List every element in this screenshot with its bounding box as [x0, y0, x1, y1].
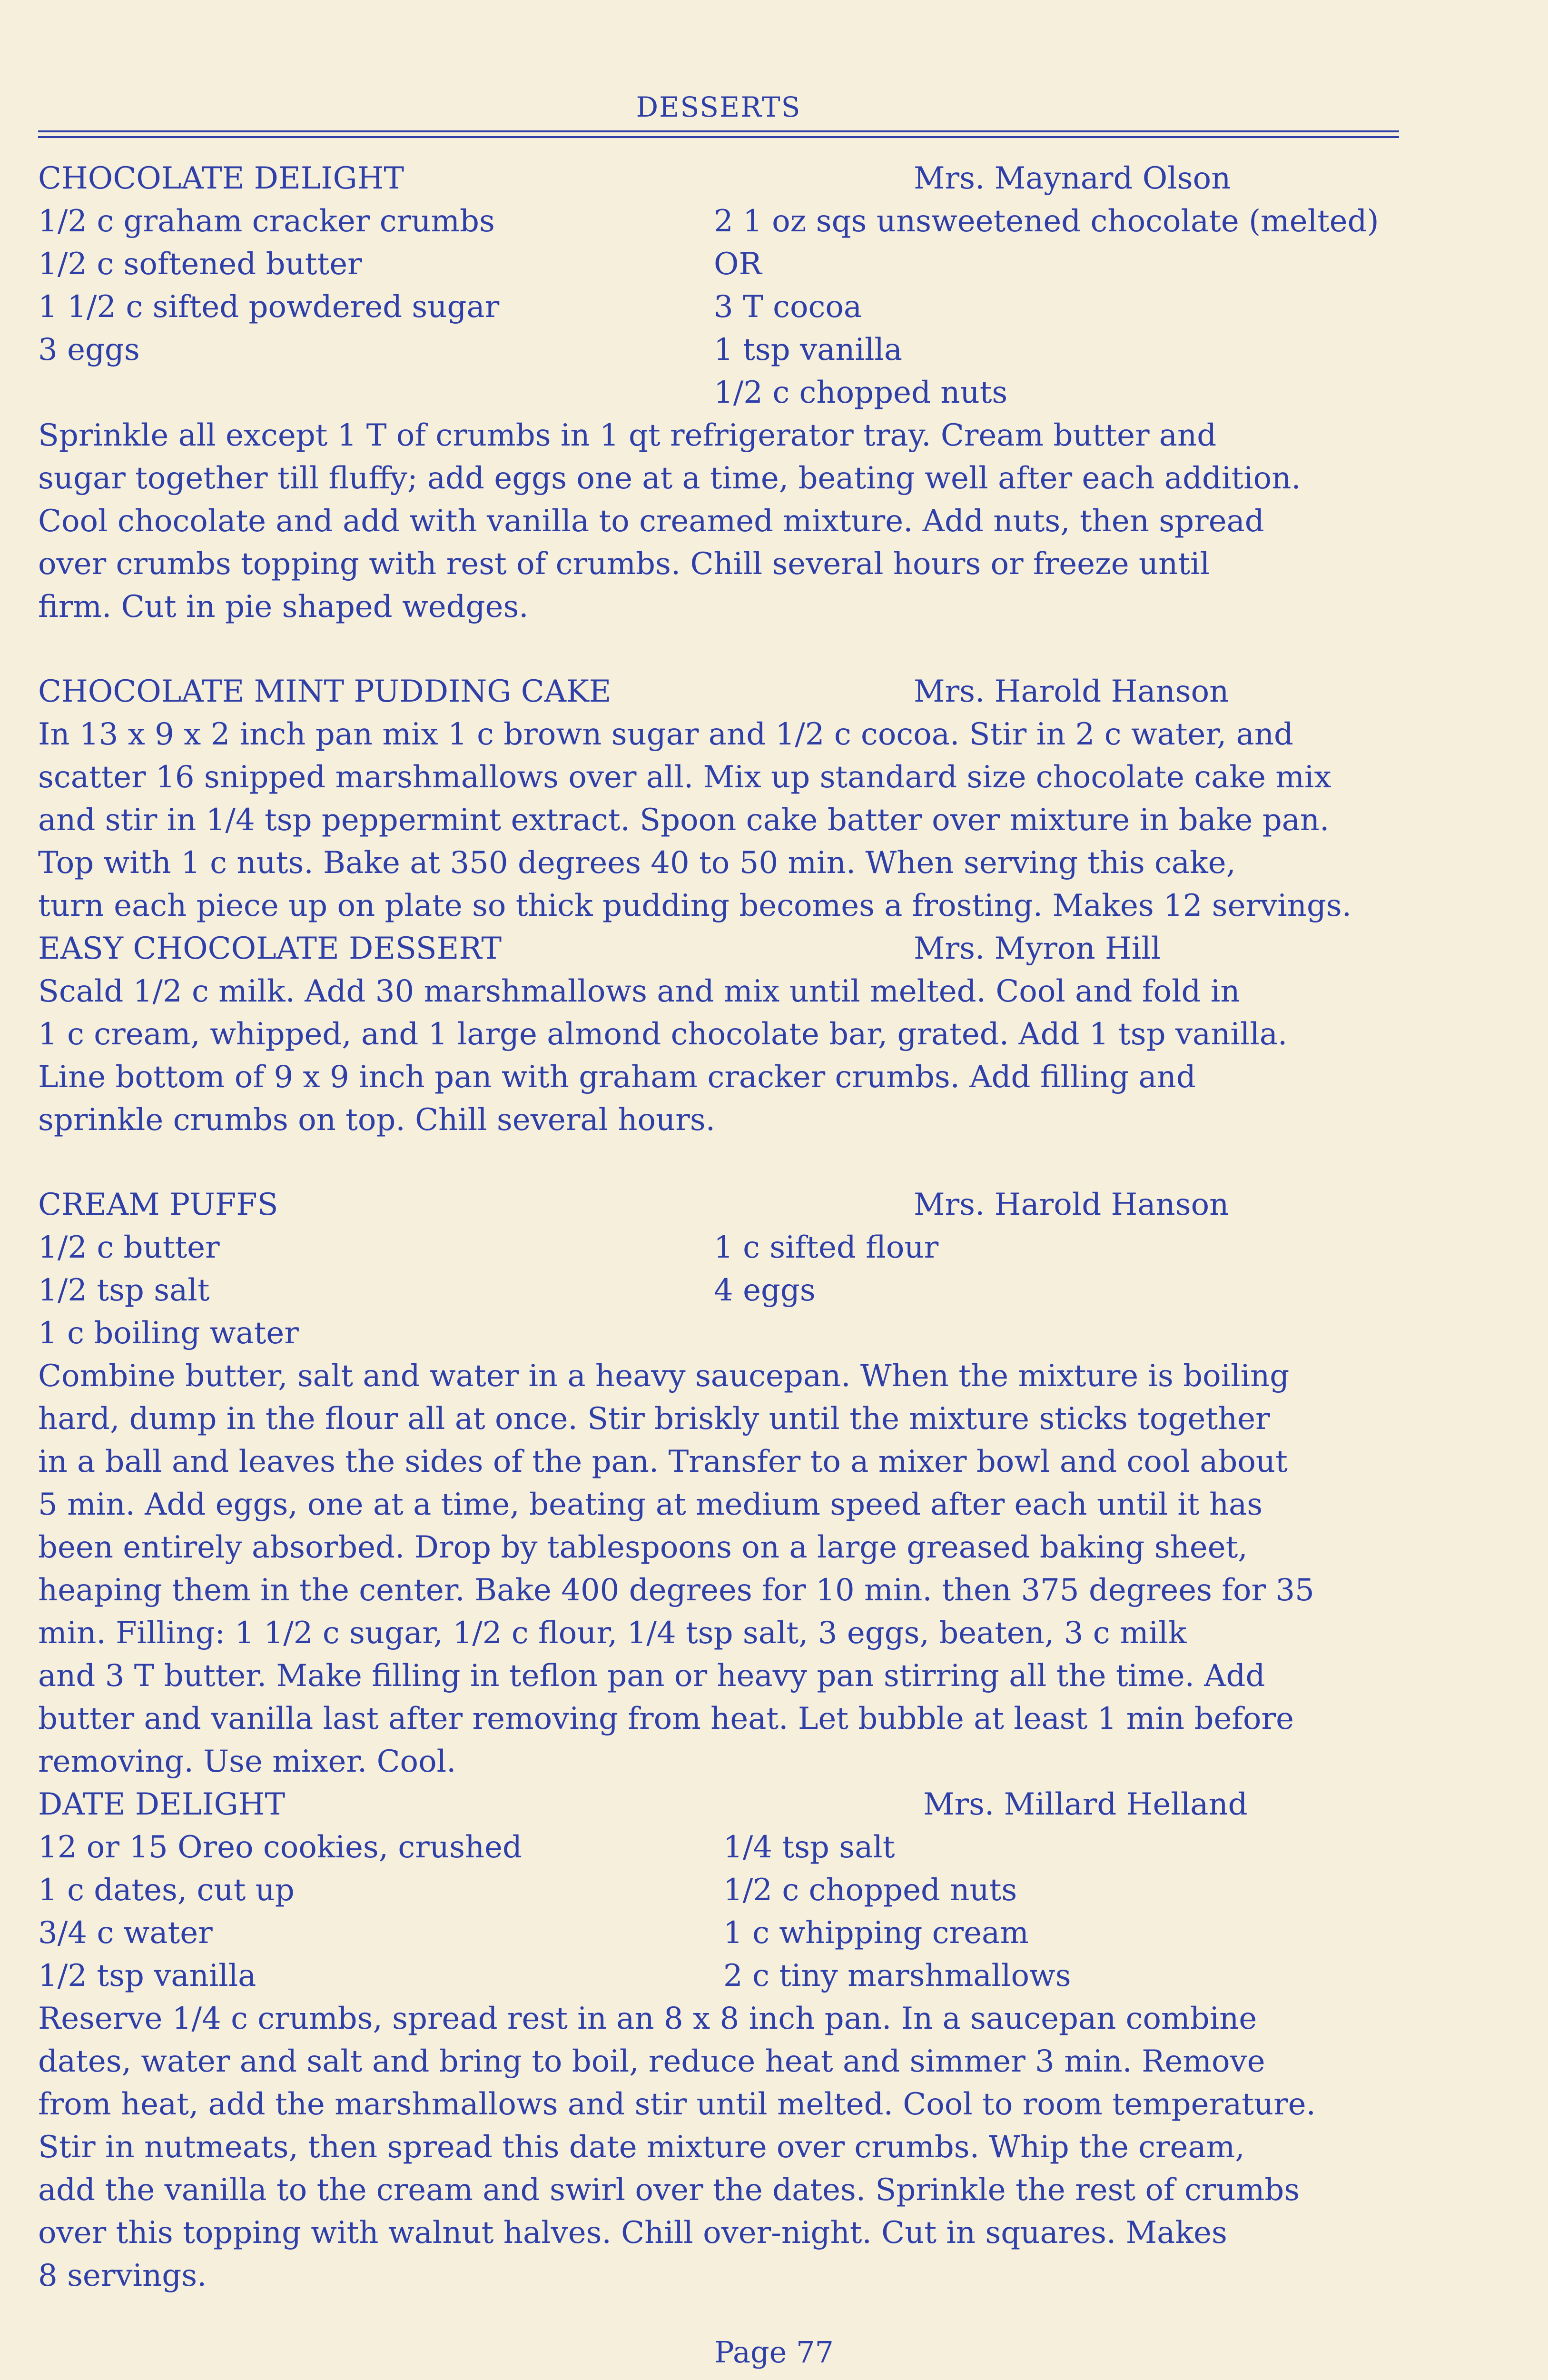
ingredient-right: 1/4 tsp salt [723, 1830, 895, 1865]
direction-line: heaping them in the center. Bake 400 degrees for 10 min. then 375 degrees for 35 [38, 1573, 1314, 1608]
direction-line: turn each piece up on plate so thick pudding becomes a frosting. Makes 12 servings. [38, 888, 1352, 923]
direction-line: Cool chocolate and add with vanilla to creamed mixture. Add nuts, then spread [38, 504, 1264, 539]
ingredient-row [38, 1226, 1399, 1269]
direction-line: 5 min. Add eggs, one at a time, beating at medium speed after each until it has [38, 1487, 1263, 1522]
direction-line: Stir in nutmeats, then spread this date mixture over crumbs. Whip the cream, [38, 2130, 1245, 2165]
direction-line: Combine butter, salt and water in a heavy saucepan. When the mixture is boiling [38, 1359, 1290, 1394]
ingredient-row [38, 328, 1399, 371]
direction-line: 1 c cream, whipped, and 1 large almond chocolate bar, grated. Add 1 tsp vanilla. [38, 1017, 1288, 1052]
direction-line: firm. Cut in pie shaped wedges. [38, 589, 529, 625]
direction-line: Reserve 1/4 c crumbs, spread rest in an 8 x 8 inch pan. In a saucepan combine [38, 2001, 1257, 2036]
recipe-author: Mrs. Harold Hanson [914, 1187, 1229, 1222]
direction-line: Line bottom of 9 x 9 inch pan with graham cracker crumbs. Add filling and [38, 1060, 1196, 1095]
direction-line: from heat, add the marshmallows and stir until melted. Cool to room temperature. [38, 2087, 1316, 2122]
ingredient-right: 1 c sifted flour [714, 1230, 939, 1265]
ingredient-row [38, 1269, 1399, 1312]
direction-line: been entirely absorbed. Drop by tablespoons on a large greased baking sheet, [38, 1530, 1248, 1565]
ingredient-left: 1/2 tsp salt [38, 1273, 210, 1308]
recipe-title-row [38, 927, 1399, 970]
recipe [38, 157, 1399, 670]
direction-line: and stir in 1/4 tsp peppermint extract. Spoon cake batter over mixture in bake pan. [38, 803, 1330, 838]
direction-line: Scald 1/2 c milk. Add 30 marshmallows and mix until melted. Cool and fold in [38, 974, 1240, 1009]
recipe [38, 927, 1399, 1183]
recipe-title-row [38, 1783, 1399, 1826]
direction-line: sugar together till fluffy; add eggs one at a time, beating well after each addition. [38, 461, 1301, 496]
ingredient-left: 3 eggs [38, 332, 140, 367]
ingredient-right: 1 c whipping cream [723, 1915, 1029, 1951]
recipe-author: Mrs. Myron Hill [914, 931, 1161, 966]
ingredient-right: 1/2 c chopped nuts [723, 1873, 1017, 1908]
recipe-title: CHOCOLATE MINT PUDDING CAKE [38, 674, 611, 709]
ingredient-left: 1/2 c graham cracker crumbs [38, 204, 495, 239]
header-rule-bottom [38, 136, 1399, 138]
recipe-title: CHOCOLATE DELIGHT [38, 161, 404, 196]
direction-line: over crumbs topping with rest of crumbs. Chill several hours or freeze until [38, 546, 1210, 582]
recipe [38, 1783, 1399, 2297]
direction-line: in a ball and leaves the sides of the pan. Transfer to a mixer bowl and cool about [38, 1444, 1288, 1479]
ingredient-right: 1/2 c chopped nuts [714, 375, 1008, 410]
ingredient-right: 1 tsp vanilla [714, 332, 903, 367]
ingredient-right: 2 1 oz sqs unsweetened chocolate (melted) [714, 204, 1379, 239]
direction-line: butter and vanilla last after removing from heat. Let bubble at least 1 min before [38, 1701, 1294, 1736]
ingredient-left: 1/2 c butter [38, 1230, 220, 1265]
direction-line: dates, water and salt and bring to boil, reduce heat and simmer 3 min. Remove [38, 2044, 1265, 2079]
ingredient-row [38, 1869, 1399, 1912]
recipe-author: Mrs. Harold Hanson [914, 674, 1229, 709]
ingredient-left: 3/4 c water [38, 1915, 213, 1951]
ingredient-row [38, 243, 1399, 286]
direction-line: hard, dump in the flour all at once. Stir briskly until the mixture sticks together [38, 1401, 1270, 1437]
recipe [38, 1183, 1399, 1783]
recipe-title-row [38, 157, 1399, 200]
direction-line: In 13 x 9 x 2 inch pan mix 1 c brown sugar and 1/2 c cocoa. Stir in 2 c water, and [38, 717, 1293, 752]
ingredient-right: 3 T cocoa [714, 289, 862, 325]
ingredient-row [38, 1826, 1399, 1869]
ingredient-row [38, 1954, 1399, 1997]
direction-line: over this topping with walnut halves. Chill over-night. Cut in squares. Makes [38, 2215, 1227, 2251]
recipe-title-row [38, 670, 1399, 713]
direction-line: min. Filling: 1 1/2 c sugar, 1/2 c flour, 1/4 tsp salt, 3 eggs, beaten, 3 c milk [38, 1616, 1187, 1651]
ingredient-right: 2 c tiny marshmallows [723, 1958, 1071, 1993]
ingredient-row [38, 1912, 1399, 1954]
direction-line: 8 servings. [38, 2258, 207, 2293]
recipe-title-row [38, 1183, 1399, 1226]
recipe-title: EASY CHOCOLATE DESSERT [38, 931, 502, 966]
recipe [38, 670, 1399, 927]
ingredient-left: 1/2 c softened butter [38, 247, 362, 282]
ingredient-right: OR [714, 247, 762, 282]
page-content [38, 90, 1399, 2297]
ingredient-left: 1/2 tsp vanilla [38, 1958, 256, 1993]
direction-line: Sprinkle all except 1 T of crumbs in 1 qt refrigerator tray. Cream butter and [38, 418, 1217, 453]
direction-line: Top with 1 c nuts. Bake at 350 degrees 40 to 50 min. When serving this cake, [38, 845, 1236, 881]
direction-line: removing. Use mixer. Cool. [38, 1744, 456, 1779]
direction-line: add the vanilla to the cream and swirl over the dates. Sprinkle the rest of crumbs [38, 2172, 1300, 2208]
recipe-title: DATE DELIGHT [38, 1787, 286, 1822]
ingredient-left: 1 c dates, cut up [38, 1873, 295, 1908]
ingredient-row [38, 200, 1399, 243]
recipe-list [38, 157, 1399, 2297]
recipe-author: Mrs. Maynard Olson [914, 161, 1231, 196]
recipe-author: Mrs. Millard Helland [923, 1787, 1248, 1822]
recipe-title: CREAM PUFFS [38, 1187, 278, 1222]
header-rule-top [38, 130, 1399, 132]
ingredient-left: 1 1/2 c sifted powdered sugar [38, 289, 500, 325]
ingredient-row [38, 1312, 1399, 1355]
page-number: Page 77 [714, 2335, 834, 2370]
ingredient-row [38, 371, 1399, 414]
direction-line: sprinkle crumbs on top. Chill several hours. [38, 1102, 716, 1138]
direction-line: and 3 T butter. Make filling in teflon pan or heavy pan stirring all the time. Add [38, 1658, 1265, 1694]
ingredient-left: 12 or 15 Oreo cookies, crushed [38, 1830, 522, 1865]
direction-line: scatter 16 snipped marshmallows over all. Mix up standard size chocolate cake mix [38, 760, 1331, 795]
ingredient-row [38, 286, 1399, 328]
page-header: DESSERTS [636, 91, 801, 123]
ingredient-right: 4 eggs [714, 1273, 816, 1308]
ingredient-left: 1 c boiling water [38, 1316, 299, 1351]
